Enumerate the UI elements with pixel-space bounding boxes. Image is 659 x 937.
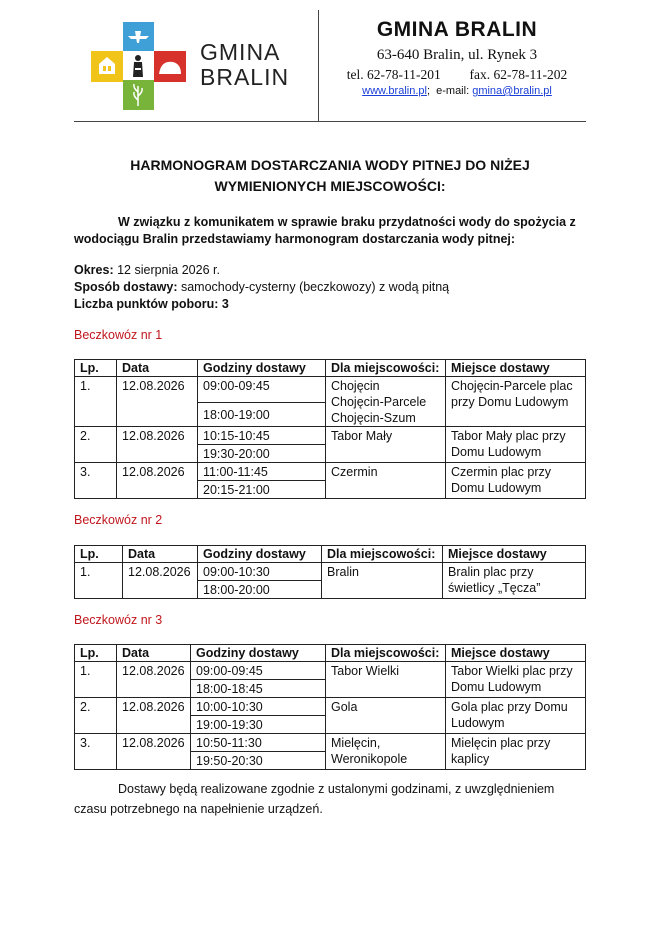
cell-time: 18:00-19:00 [198, 402, 326, 427]
header-organization-name: GMINA BRALIN [376, 18, 538, 41]
meta-period-value: 12 sierpnia 2026 r. [117, 263, 220, 277]
cell-places: Gola [326, 698, 446, 734]
header-fax: fax. 62-78-11-202 [469, 67, 568, 82]
cell-date: 12.08.2026 [117, 698, 191, 734]
cell-time: 10:15-10:45 [198, 427, 326, 445]
col-dla: Dla miejscowości: [322, 546, 443, 563]
title-line-2: WYMIENIONYCH MIEJSCOWOŚCI: [214, 178, 446, 194]
cell-time: 20:15-21:00 [198, 481, 326, 499]
table-row [75, 377, 586, 403]
cell-time: 09:00-09:45 [191, 662, 326, 680]
col-godziny: Godziny dostawy [198, 360, 326, 377]
header-phone-line [322, 67, 592, 83]
cell-time: 19:00-19:30 [191, 716, 326, 734]
cell-date: 12.08.2026 [117, 734, 191, 770]
meta-period-label: Okres: [74, 263, 114, 277]
cell-lp: 3. [75, 734, 117, 770]
header-horizontal-divider [74, 121, 586, 122]
document-title [74, 155, 586, 197]
table-header-row [75, 546, 586, 563]
website-link[interactable]: www.bralin.pl [362, 85, 427, 97]
place-name: Weronikopole [331, 752, 408, 766]
meta-method [74, 279, 449, 296]
cell-places: Tabor Wielki [326, 662, 446, 698]
cell-location: Czermin plac przy Domu Ludowym [446, 463, 586, 499]
col-miejsce: Miejsce dostawy [446, 645, 586, 662]
header-links: www.bralin.pl; e-mail: gmina@bralin.pl [362, 85, 552, 97]
cell-places [326, 734, 446, 770]
meta-count-value: 3 [221, 297, 229, 311]
meta-count [74, 296, 449, 313]
cell-lp: 1. [75, 662, 117, 698]
table-header-row [75, 645, 586, 662]
cell-location: Gola plac przy Domu Ludowym [446, 698, 586, 734]
meta-method-value: samochody-cysterny (beczkowozy) z wodą pitną [180, 280, 450, 294]
header-tel: tel. 62-78-11-201 [346, 67, 441, 82]
cell-location: Tabor Mały plac przy Domu Ludowym [446, 427, 586, 463]
table-header-row [75, 360, 586, 377]
cell-time: 18:00-18:45 [191, 680, 326, 698]
cell-time: 09:00-09:45 [198, 377, 326, 403]
email-label: e-mail: [436, 85, 470, 97]
col-dla: Dla miejscowości: [326, 645, 446, 662]
cell-lp: 1. [75, 377, 117, 427]
section-title-3: Beczkowóz nr 3 [74, 613, 163, 627]
col-miejsce: Miejsce dostawy [446, 360, 586, 377]
closing-paragraph: Dostawy będą realizowane zgodnie z ustalonymi godzinami, z uwzględnieniem czasu potrzebnego na napełnienie urządzeń. [74, 782, 555, 816]
cell-location: Mielęcin plac przy kaplicy [446, 734, 586, 770]
schedule-table-2 [74, 545, 586, 599]
cell-places: Tabor Mały [326, 427, 446, 463]
meta-method-label: Sposób dostawy: [74, 280, 178, 294]
cell-time: 18:00-20:00 [198, 581, 322, 599]
table-row [75, 463, 586, 481]
cell-lp: 2. [75, 427, 117, 463]
header-vertical-divider [318, 10, 319, 122]
meta-count-label: Liczba punktów poboru: [74, 297, 219, 311]
cell-date: 12.08.2026 [117, 377, 198, 427]
table-row [75, 734, 586, 752]
intro-paragraph: W związku z komunikatem w sprawie braku przydatności wody do spożycia z wodociągu Bralin przedstawiamy harmonogram dostarczania wody pitnej: [74, 215, 576, 246]
cell-time: 10:00-10:30 [191, 698, 326, 716]
cell-location: Chojęcin-Parcele plac przy Domu Ludowym [446, 377, 586, 427]
col-godziny: Godziny dostawy [198, 546, 322, 563]
table-row [75, 563, 586, 581]
cell-date: 12.08.2026 [117, 662, 191, 698]
place-name: Chojęcin-Szum [331, 411, 416, 425]
cell-time: 10:50-11:30 [191, 734, 326, 752]
col-dla: Dla miejscowości: [326, 360, 446, 377]
cell-time: 09:00-10:30 [198, 563, 322, 581]
col-data: Data [117, 645, 191, 662]
logo-wordmark [200, 40, 289, 90]
meta-info [74, 262, 449, 313]
cell-location: Tabor Wielki plac przy Domu Ludowym [446, 662, 586, 698]
col-data: Data [123, 546, 198, 563]
gmina-bralin-logo-icon [91, 22, 186, 110]
place-name: Chojęcin-Parcele [331, 395, 427, 409]
cell-date: 12.08.2026 [123, 563, 198, 599]
logo-line-2: BRALIN [200, 64, 290, 90]
table-row [75, 662, 586, 680]
table-row [75, 698, 586, 716]
cell-time: 11:00-11:45 [198, 463, 326, 481]
col-lp: Lp. [75, 546, 123, 563]
cell-location: Bralin plac przy świetlicy „Tęcza” [443, 563, 586, 599]
place-name: Mielęcin, [331, 736, 381, 750]
col-lp: Lp. [75, 645, 117, 662]
cell-places: Czermin [326, 463, 446, 499]
meta-period [74, 262, 449, 279]
cell-date: 12.08.2026 [117, 463, 198, 499]
col-miejsce: Miejsce dostawy [443, 546, 586, 563]
title-line-1: HARMONOGRAM DOSTARCZANIA WODY PITNEJ DO NIŻEJ [130, 157, 530, 173]
email-link[interactable]: gmina@bralin.pl [472, 85, 552, 97]
section-title-2: Beczkowóz nr 2 [74, 513, 163, 527]
cell-time: 19:30-20:00 [198, 445, 326, 463]
col-data: Data [117, 360, 198, 377]
cell-time: 19:50-20:30 [191, 752, 326, 770]
header-address: 63-640 Bralin, ul. Rynek 3 [376, 47, 538, 63]
schedule-table-1 [74, 359, 586, 499]
cell-places [326, 377, 446, 427]
table-row [75, 427, 586, 445]
cell-lp: 1. [75, 563, 123, 599]
col-godziny: Godziny dostawy [191, 645, 326, 662]
col-lp: Lp. [75, 360, 117, 377]
logo-line-1: GMINA [200, 39, 281, 65]
cell-places: Bralin [322, 563, 443, 599]
schedule-table-3 [74, 644, 586, 770]
cell-date: 12.08.2026 [117, 427, 198, 463]
section-title-1: Beczkowóz nr 1 [74, 328, 163, 342]
cell-lp: 2. [75, 698, 117, 734]
place-name: Chojęcin [331, 379, 380, 393]
cell-lp: 3. [75, 463, 117, 499]
